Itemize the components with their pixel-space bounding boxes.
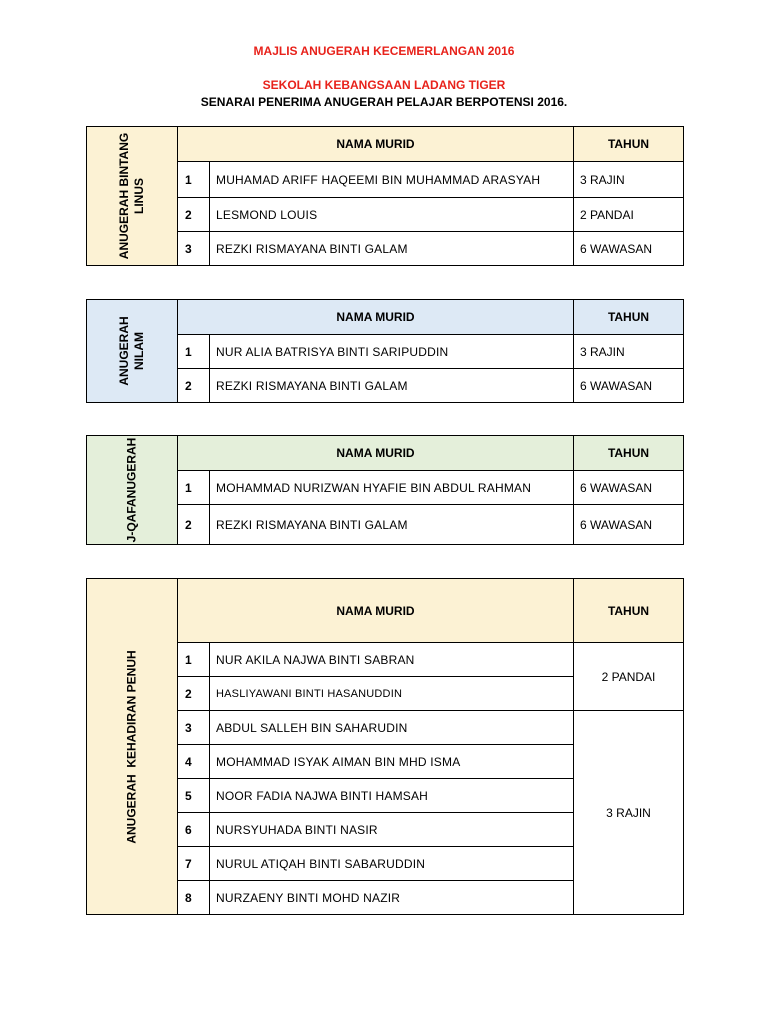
column-header-name: NAMA MURID [178, 579, 574, 643]
award-label: ANUGERAH BINTANG LINUS [117, 132, 146, 260]
award-table-bintang-linus [86, 126, 684, 266]
row-number: 2 [178, 198, 210, 232]
student-year: 3 RAJIN [574, 162, 684, 198]
student-year: 2 PANDAI [574, 198, 684, 232]
column-header-name: NAMA MURID [178, 300, 574, 335]
school-name: SEKOLAH KEBANGSAAN LADANG TIGER [262, 78, 506, 92]
table-header-row [87, 300, 684, 335]
student-name: REZKI RISMAYANA BINTI GALAM [210, 369, 574, 403]
award-label: ANUGERAH NILAM [117, 316, 146, 386]
student-year: 6 WAWASAN [574, 471, 684, 505]
row-number: 2 [178, 369, 210, 403]
row-number: 2 [178, 505, 210, 545]
column-header-name: NAMA MURID [178, 436, 574, 471]
student-year: 6 WAWASAN [574, 505, 684, 545]
table-header-row [87, 127, 684, 162]
student-name: ABDUL SALLEH BIN SAHARUDIN [210, 711, 574, 745]
row-number: 1 [178, 643, 210, 677]
student-year: 3 RAJIN [574, 335, 684, 369]
student-name: NOOR FADIA NAJWA BINTI HAMSAH [210, 779, 574, 813]
student-name: REZKI RISMAYANA BINTI GALAM [210, 232, 574, 266]
award-table-kehadiran-penuh [86, 578, 684, 915]
row-number: 3 [178, 711, 210, 745]
award-label-cell [87, 579, 178, 915]
row-number: 6 [178, 813, 210, 847]
student-name: REZKI RISMAYANA BINTI GALAM [210, 505, 574, 545]
year-group: 2 PANDAI [574, 643, 684, 711]
row-number: 3 [178, 232, 210, 266]
table-header-row [87, 436, 684, 471]
row-number: 7 [178, 847, 210, 881]
column-header-name: NAMA MURID [178, 127, 574, 162]
table-header-row [87, 579, 684, 643]
student-year: 6 WAWASAN [574, 369, 684, 403]
student-name: MOHAMMAD NURIZWAN HYAFIE BIN ABDUL RAHMAN [210, 471, 574, 505]
award-table-jqaf [86, 435, 684, 545]
award-label: ANUGERAH KEHADIRAN PENUH [124, 649, 139, 844]
student-name: NURSYUHADA BINTI NASIR [210, 813, 574, 847]
year-group: 3 RAJIN [574, 711, 684, 915]
row-number: 1 [178, 471, 210, 505]
student-year: 6 WAWASAN [574, 232, 684, 266]
column-header-year: TAHUN [574, 436, 684, 471]
column-header-year: TAHUN [574, 300, 684, 335]
row-number: 2 [178, 677, 210, 711]
award-label-cell [87, 300, 178, 403]
student-name: NUR ALIA BATRISYA BINTI SARIPUDDIN [210, 335, 574, 369]
award-label: J-QAFANUGERAH [124, 437, 139, 543]
list-title: SENARAI PENERIMA ANUGERAH PELAJAR BERPOTENSI 2016. [200, 95, 568, 109]
student-name: MUHAMAD ARIFF HAQEEMI BIN MUHAMMAD ARASYAH [210, 162, 574, 198]
row-number: 8 [178, 881, 210, 915]
award-table-nilam [86, 299, 684, 403]
column-header-year: TAHUN [574, 579, 684, 643]
award-label-cell [87, 127, 178, 266]
row-number: 4 [178, 745, 210, 779]
row-number: 1 [178, 335, 210, 369]
student-name: NURZAENY BINTI MOHD NAZIR [210, 881, 574, 915]
row-number: 5 [178, 779, 210, 813]
student-name: NUR AKILA NAJWA BINTI SABRAN [210, 643, 574, 677]
student-name: HASLIYAWANI BINTI HASANUDDIN [210, 677, 574, 711]
award-label-cell [87, 436, 178, 545]
student-name: NURUL ATIQAH BINTI SABARUDDIN [210, 847, 574, 881]
event-title: MAJLIS ANUGERAH KECEMERLANGAN 2016 [253, 44, 515, 58]
student-name: MOHAMMAD ISYAK AIMAN BIN MHD ISMA [210, 745, 574, 779]
column-header-year: TAHUN [574, 127, 684, 162]
student-name: LESMOND LOUIS [210, 198, 574, 232]
row-number: 1 [178, 162, 210, 198]
